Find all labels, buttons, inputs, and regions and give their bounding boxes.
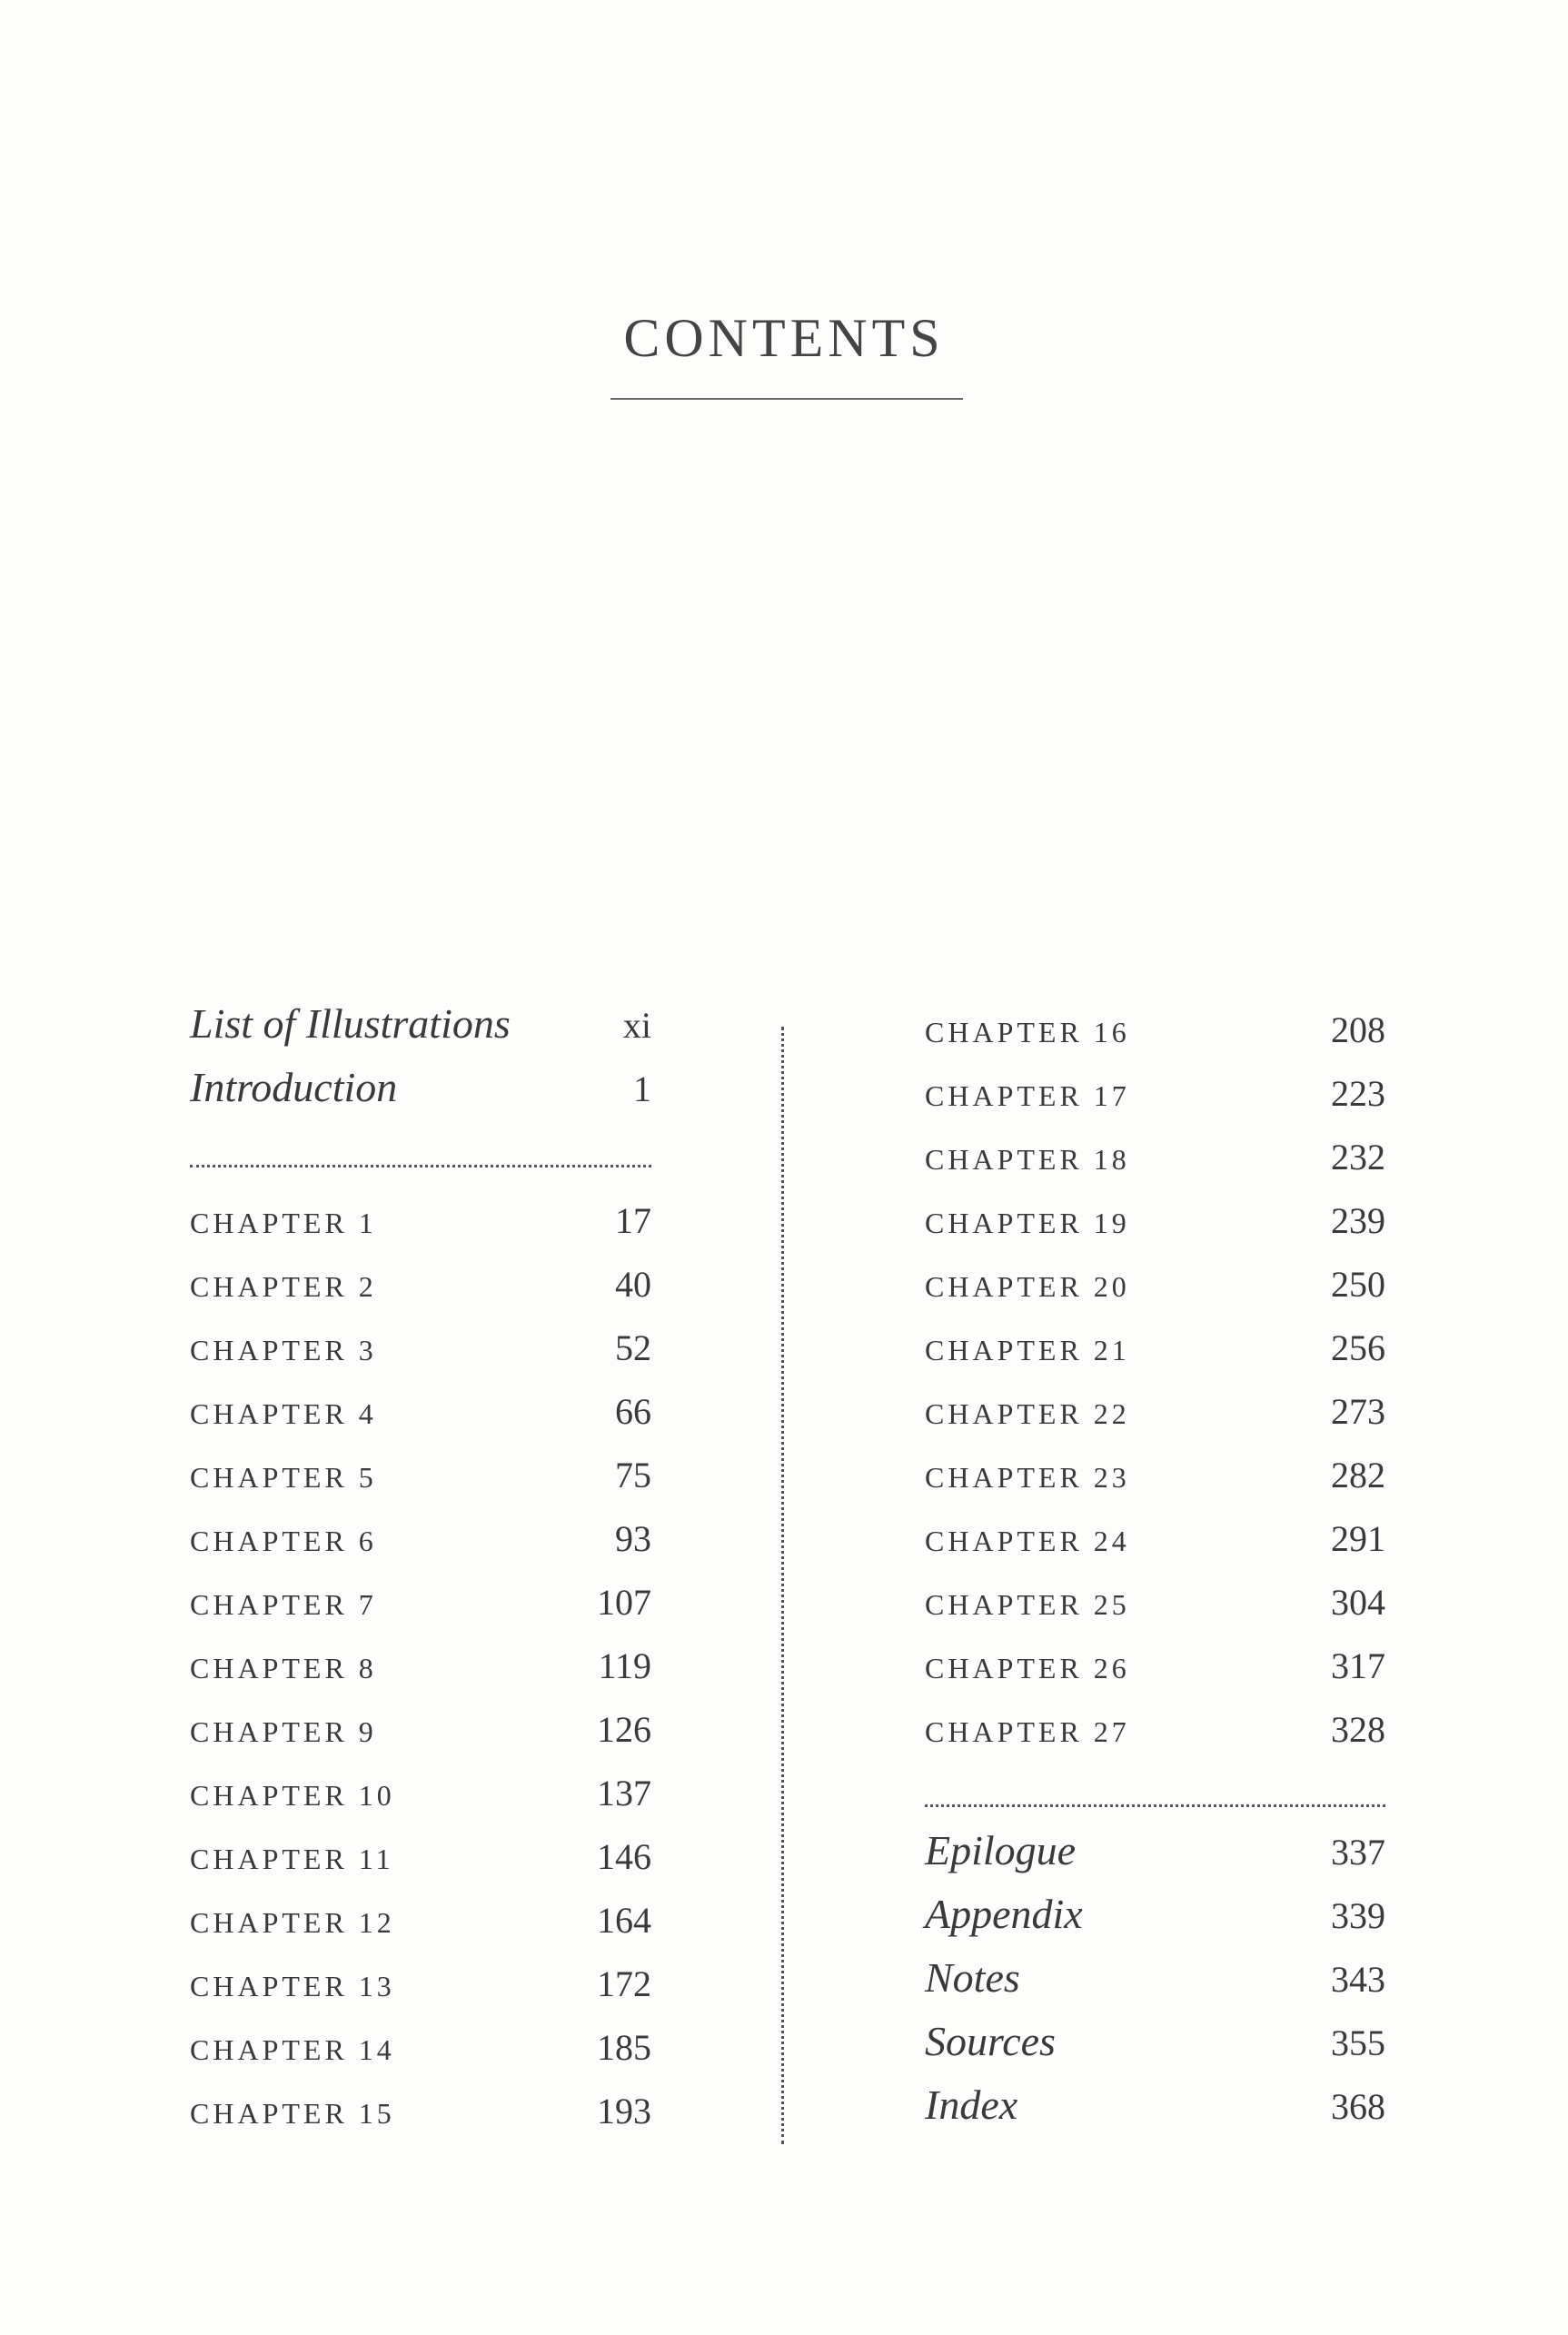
toc-entry [190,1390,651,1454]
toc-entry-label: CHAPTER 27 [925,1715,1130,1748]
dotted-separator [190,1161,651,1168]
toc-entry-page: 66 [615,1391,651,1432]
toc-entry-label: Epilogue [925,1827,1077,1873]
toc-entry [925,1953,1385,2017]
toc-entry [190,1326,651,1390]
toc-entry-page: 185 [597,2027,651,2068]
toc-entry-page: 172 [597,1963,651,2004]
toc-entry-page: 250 [1331,1264,1385,1305]
toc-entry [190,1517,651,1581]
toc-entry [925,1326,1385,1390]
toc-entry-page: 232 [1331,1137,1385,1177]
toc-entry-page: 107 [597,1582,651,1623]
toc-entry [190,1708,651,1772]
toc-entry [190,1581,651,1644]
toc-entry-page: 126 [597,1709,651,1750]
toc-entry-page: 273 [1331,1391,1385,1432]
toc-entry [190,1835,651,1899]
toc-entry [925,1826,1385,1890]
toc-entry-label: CHAPTER 7 [190,1588,377,1621]
toc-entry-label: CHAPTER 26 [925,1652,1130,1684]
toc-entry [190,1263,651,1326]
toc-entry-page: 208 [1331,1009,1385,1050]
toc-entry-label: CHAPTER 21 [925,1334,1130,1366]
toc-entry-page: 146 [597,1836,651,1877]
toc-entry-label: CHAPTER 25 [925,1588,1130,1621]
toc-entry-page: 164 [597,1900,651,1941]
toc-entry-label: CHAPTER 8 [190,1652,377,1684]
toc-entry-page: 40 [615,1264,651,1305]
toc-entry [925,1644,1385,1708]
toc-entry [925,1390,1385,1454]
toc-entry [190,2026,651,2090]
toc-entry-page: 119 [598,1645,651,1686]
toc-entry-page: 282 [1331,1455,1385,1495]
toc-entry [925,1581,1385,1644]
toc-entry-label: CHAPTER 15 [190,2097,395,2130]
toc-entry-page: 368 [1331,2086,1385,2127]
toc-entry-label: CHAPTER 1 [190,1207,377,1239]
toc-entry [925,2017,1385,2081]
toc-entry-label: Sources [925,2018,1056,2064]
toc-entry-page: 317 [1331,1645,1385,1686]
toc-entry-label: CHAPTER 14 [190,2033,395,2066]
toc-entry-label: Notes [925,1954,1020,2001]
toc-entry [925,1454,1385,1517]
toc-entry-label: Index [925,2082,1018,2128]
toc-entry-page: 291 [1331,1518,1385,1559]
toc-entry-label: CHAPTER 24 [925,1525,1130,1557]
toc-entry-page: 137 [597,1773,651,1813]
dotted-separator [925,1801,1385,1807]
toc-entry-label: CHAPTER 22 [925,1397,1130,1430]
toc-entry [925,1009,1385,1072]
toc-entry-label: CHAPTER 20 [925,1270,1130,1303]
toc-entry-label: CHAPTER 11 [190,1843,394,1875]
toc-entry-label: CHAPTER 13 [190,1970,395,2002]
toc-entry [925,1072,1385,1136]
toc-entry-page: 337 [1331,1832,1385,1873]
toc-entry [190,1899,651,1962]
toc-entry-label: Introduction [190,1064,398,1110]
toc-entry-page: 339 [1331,1895,1385,1936]
toc-entry-page: 355 [1331,2022,1385,2063]
toc-entry-label: List of Illustrations [190,1000,511,1047]
toc-entry-label: CHAPTER 16 [925,1016,1130,1048]
toc-entry-page: 223 [1331,1073,1385,1114]
toc-entry [925,1517,1385,1581]
toc-entry-label: CHAPTER 10 [190,1779,395,1812]
toc-entry [190,1454,651,1517]
toc-entry-label: CHAPTER 19 [925,1207,1130,1239]
toc-entry [925,1890,1385,1953]
toc-entry-page: 193 [597,2091,651,2131]
toc-entry-page: 304 [1331,1582,1385,1623]
toc-entry-label: CHAPTER 18 [925,1143,1130,1176]
toc-entry-page: 93 [615,1518,651,1559]
toc-entry-label: CHAPTER 5 [190,1461,377,1494]
toc-entry [190,999,651,1063]
toc-entry [190,1962,651,2026]
toc-entry [925,1263,1385,1326]
page-title: CONTENTS [623,308,945,368]
toc-entry-label: CHAPTER 6 [190,1525,377,1557]
toc-entry [190,1772,651,1835]
toc-entry-label: CHAPTER 2 [190,1270,377,1303]
toc-entry-page: 17 [615,1200,651,1241]
toc-entry [190,2090,651,2153]
column-divider [781,1027,784,2144]
toc-entry-page: 256 [1331,1327,1385,1368]
toc-entry-page: 52 [615,1327,651,1368]
toc-entry-page: 239 [1331,1200,1385,1241]
toc-entry [925,1136,1385,1199]
title-rule [610,398,963,400]
toc-entry-page: xi [622,1005,651,1046]
toc-entry [925,1199,1385,1263]
toc-entry-page: 343 [1331,1959,1385,2000]
toc-entry [925,1708,1385,1772]
toc-entry-label: Appendix [925,1891,1083,1937]
toc-entry-label: CHAPTER 9 [190,1715,377,1748]
toc-entry-page: 1 [633,1068,651,1109]
toc-entry [925,2081,1385,2144]
toc-entry-label: CHAPTER 12 [190,1906,395,1939]
toc-entry-label: CHAPTER 23 [925,1461,1130,1494]
toc-entry [190,1199,651,1263]
toc-entry-label: CHAPTER 3 [190,1334,377,1366]
toc-entry-page: 328 [1331,1709,1385,1750]
toc-entry-label: CHAPTER 4 [190,1397,377,1430]
toc-entry-label: CHAPTER 17 [925,1079,1130,1112]
toc-entry [190,1063,651,1127]
toc-entry-page: 75 [615,1455,651,1495]
toc-entry [190,1644,651,1708]
